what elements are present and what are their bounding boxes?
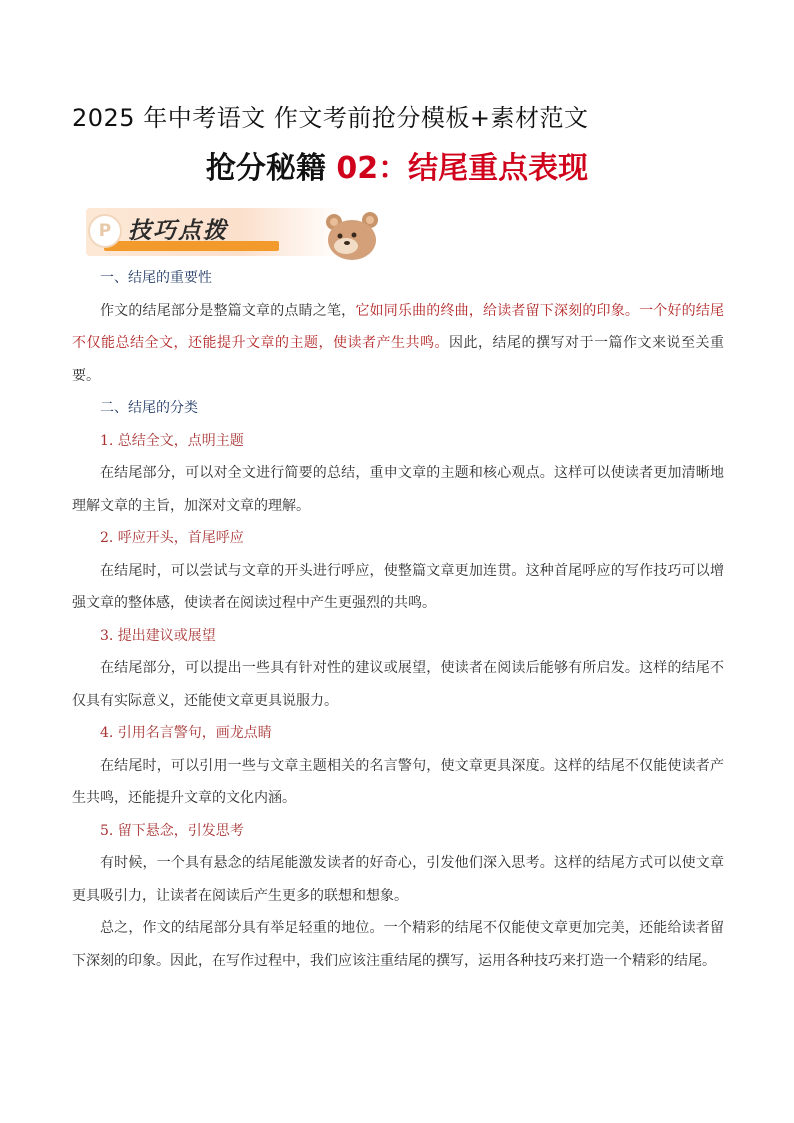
document-body bbox=[72, 262, 724, 977]
bear-icon bbox=[322, 210, 384, 260]
section-banner bbox=[86, 208, 344, 256]
item-heading-1: 1. 总结全文，点明主题 bbox=[100, 432, 244, 449]
document-subtitle bbox=[0, 146, 794, 192]
paragraph-importance bbox=[72, 295, 724, 393]
text-run: 因此，结尾的撰写对于一篇作文来说至关重要。 bbox=[72, 335, 724, 384]
text-run: 作文的结尾部分是整篇文章的点睛之笔， bbox=[100, 302, 356, 319]
summary-paragraph: 总之，作文的结尾部分具有举足轻重的地位。一个精彩的结尾不仅能使文章更加完美，还能给读者留下深刻的印象。因此，在写作过程中，我们应该注重结尾的撰写，运用各种技巧来打造一个精彩的结尾。 bbox=[72, 920, 724, 969]
item-text-2: 在结尾时，可以尝试与文章的开头进行呼应，使整篇文章更加连贯。这种首尾呼应的写作技巧可以增强文章的整体感，使读者在阅读过程中产生更强烈的共鸣。 bbox=[72, 562, 724, 611]
item-heading-5: 5. 留下悬念，引发思考 bbox=[100, 822, 244, 839]
item-text-4: 在结尾时，可以引用一些与文章主题相关的名言警句，使文章更具深度。这样的结尾不仅能使读者产生共鸣，还能提升文章的文化内涵。 bbox=[72, 757, 724, 806]
coin-icon: P bbox=[88, 214, 122, 248]
item-heading-4: 4. 引用名言警句，画龙点睛 bbox=[100, 725, 272, 741]
item-text-1: 在结尾部分，可以对全文进行简要的总结，重申文章的主题和核心观点。这样可以使读者更加清晰地理解文章的主旨，加深对文章的理解。 bbox=[72, 465, 724, 514]
section-heading-importance: 一、结尾的重要性 bbox=[100, 270, 212, 286]
item-heading-2: 2. 呼应开头，首尾呼应 bbox=[100, 530, 244, 546]
banner-label: 技巧点拨 bbox=[128, 218, 228, 244]
item-heading-3: 3. 提出建议或展望 bbox=[100, 627, 216, 644]
item-text-5: 有时候，一个具有悬念的结尾能激发读者的好奇心，引发他们深入思考。这样的结尾方式可以使文章更具吸引力，让读者在阅读后产生更多的联想和想象。 bbox=[72, 855, 724, 904]
item-text-3: 在结尾部分，可以提出一些具有针对性的建议或展望，使读者在阅读后能够有所启发。这样的结尾不仅具有实际意义，还能使文章更具说服力。 bbox=[72, 660, 724, 709]
section-heading-types: 二、结尾的分类 bbox=[100, 400, 198, 416]
subtitle-topic: 02：结尾重点表现 bbox=[336, 151, 589, 186]
document-title: 2025 年中考语文 作文考前抢分模板+素材范文 bbox=[72, 104, 589, 132]
subtitle-prefix: 抢分秘籍 bbox=[205, 151, 337, 186]
highlight-text: 它如同乐曲的终曲，给读者留下深刻的印象。一个好的结尾不仅能总结全文，还能提升文章的主题，使读者产生共鸣。 bbox=[72, 302, 725, 351]
